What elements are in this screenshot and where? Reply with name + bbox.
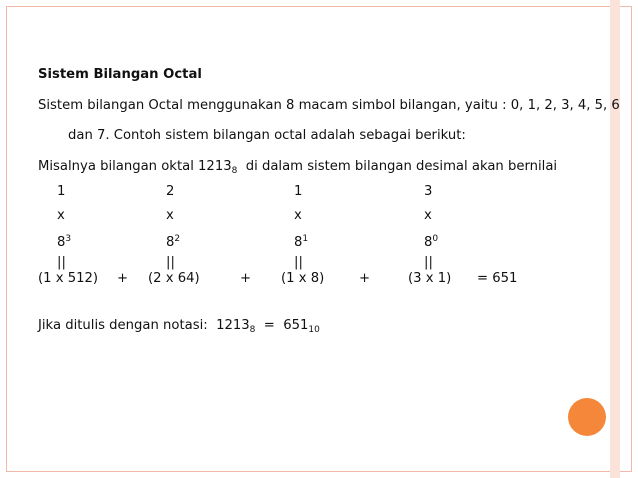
paragraph-line-1: Sistem bilangan Octal menggunakan 8 macam simbol bilangan, yaitu : 0, 1, 2, 3, 4, 5, 6 [38, 98, 620, 113]
equals-bar-1: || [57, 255, 66, 270]
times-2: x [166, 208, 174, 223]
digit-2: 2 [166, 184, 175, 199]
equals-bar-2: || [166, 255, 175, 270]
power-1 [57, 231, 71, 251]
power-4 [424, 231, 438, 251]
paragraph-line-3 [38, 159, 557, 179]
power-base: 8 [424, 235, 433, 250]
product-2: (2 x 64) [148, 271, 200, 286]
digit-4: 3 [424, 184, 433, 199]
product-4: (3 x 1) [408, 271, 452, 286]
decorative-circle [568, 398, 606, 436]
power-base: 8 [57, 235, 66, 250]
power-3 [294, 231, 308, 251]
product-3: (1 x 8) [281, 271, 325, 286]
notation-subscript-8: 8 [249, 325, 256, 335]
notation-prefix: Jika ditulis dengan notasi: 1213 [38, 318, 250, 333]
times-4: x [424, 208, 432, 223]
power-exponent: 0 [432, 234, 439, 244]
slide-title: Sistem Bilangan Octal [38, 67, 202, 82]
power-2 [166, 231, 180, 251]
power-base: 8 [166, 235, 175, 250]
power-exponent: 1 [302, 234, 309, 244]
plus-2: + [240, 271, 252, 286]
times-1: x [57, 208, 65, 223]
power-base: 8 [294, 235, 303, 250]
times-3: x [294, 208, 302, 223]
equals-bar-4: || [424, 255, 433, 270]
paragraph-line-2: dan 7. Contoh sistem bilangan octal adalah sebagai berikut: [68, 128, 466, 143]
notation-mid: = 651 [255, 318, 309, 333]
equals-bar-3: || [294, 255, 303, 270]
example-base-subscript: 8 [231, 166, 238, 176]
digit-3: 1 [294, 184, 303, 199]
example-suffix: di dalam sistem bilangan desimal akan bernilai [237, 159, 558, 174]
plus-1: + [117, 271, 129, 286]
power-exponent: 3 [65, 234, 72, 244]
plus-3: + [359, 271, 371, 286]
notation-subscript-10: 10 [308, 325, 320, 335]
example-prefix: Misalnya bilangan oktal 1213 [38, 159, 232, 174]
product-1: (1 x 512) [38, 271, 99, 286]
power-exponent: 2 [174, 234, 181, 244]
digit-1: 1 [57, 184, 66, 199]
result-value: = 651 [477, 271, 518, 286]
notation-line [38, 318, 320, 338]
decorative-stripe [610, 0, 620, 478]
